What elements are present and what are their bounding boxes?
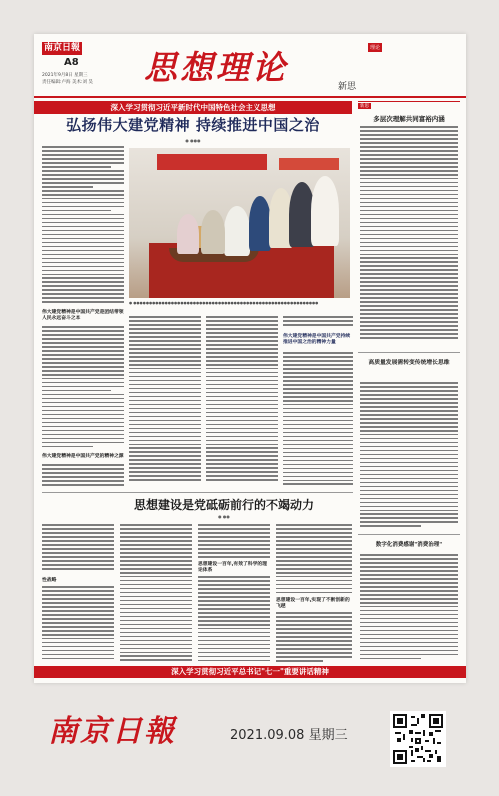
- second-article-headline: 思想建设是党砥砺前行的不竭动力: [133, 498, 314, 512]
- masthead-date: 2021年9月8日 星期三: [42, 73, 88, 78]
- section-subtitle: 新思: [338, 82, 357, 92]
- page-number: A8: [64, 57, 79, 68]
- right-divider-1: [358, 352, 460, 353]
- section-divider: [42, 492, 353, 493]
- second-text-col-1b: [42, 586, 114, 664]
- masthead: [34, 34, 466, 94]
- photo-caption: ● ●●●●●●●●●●●●●●●●●●●●●●●●●●●●●●●●●●●●●●●●●●●●●●●●●●●●●●●●●●●: [129, 301, 319, 305]
- article-byline: ● ●●●: [185, 138, 201, 143]
- article-text-col-4: [283, 352, 353, 490]
- article-text-col-1c: [42, 464, 124, 490]
- right-headline-1: 多层次理解共同富裕内涵: [373, 115, 445, 123]
- article-photo: [129, 148, 350, 298]
- second-text-col-2: [120, 524, 192, 664]
- second-subhead-2: 思想建设一百年,有效了科学的理论体系: [198, 562, 267, 573]
- article-text-col-4a: [283, 316, 353, 332]
- article-text-col-1b: [42, 326, 124, 454]
- right-headline-2: 高质量发展需转变传统增长思维: [368, 360, 450, 366]
- masthead-logo: 南京日報: [43, 43, 80, 53]
- right-text-1: [360, 126, 458, 346]
- second-text-col-3: [198, 576, 270, 664]
- article-subhead-1: 伟大建党精神是中国共产党是团结带领人民永远奋斗之本: [42, 310, 124, 321]
- article-kicker: 深入学习贯彻习近平新时代中国特色社会主义思想: [34, 101, 352, 114]
- footer-logo: 南京日報: [48, 714, 176, 749]
- second-text-col-3a: [198, 524, 270, 560]
- article-subhead-3: 伟大建党精神是中国共产党持续推进中国之治的精神力量: [283, 334, 351, 345]
- article-text-col-1: [42, 146, 124, 306]
- section-title: 思想理论: [144, 48, 288, 87]
- section-tag: 理论: [370, 45, 381, 51]
- second-text-col-1: [42, 524, 114, 574]
- second-subhead-3: 思想建设一百年,实现了不断创新的飞越: [276, 598, 350, 609]
- second-text-col-4: [276, 612, 352, 664]
- footer-date: 2021.09.08 星期三: [230, 728, 348, 743]
- qr-code-icon[interactable]: [390, 711, 446, 767]
- article-subhead-2: 伟大建党精神是中国共产党的精神之源: [42, 454, 124, 459]
- article-headline: 弘扬伟大建党精神 持续推进中国之治: [66, 116, 320, 134]
- second-article-byline: ● ●●: [218, 514, 230, 519]
- masthead-rule: [34, 96, 466, 98]
- right-column-tag: 新思: [358, 101, 460, 111]
- article-text-col-2: [129, 316, 201, 490]
- right-divider-2: [358, 534, 460, 535]
- right-headline-3: 数字化消费感谢"消费治理": [375, 542, 443, 548]
- masthead-editor: 责任编辑:卢海 美术:刘 昊: [42, 80, 93, 85]
- right-text-3: [360, 554, 458, 664]
- second-text-col-4a: [276, 524, 352, 596]
- right-text-2: [360, 382, 458, 532]
- bottom-banner: 深入学习贯彻习近平总书记"七一"重要讲话精神: [34, 666, 466, 678]
- newspaper-page: [34, 34, 466, 683]
- second-subhead-1: 性战略: [42, 578, 57, 583]
- article-text-col-3: [206, 316, 278, 490]
